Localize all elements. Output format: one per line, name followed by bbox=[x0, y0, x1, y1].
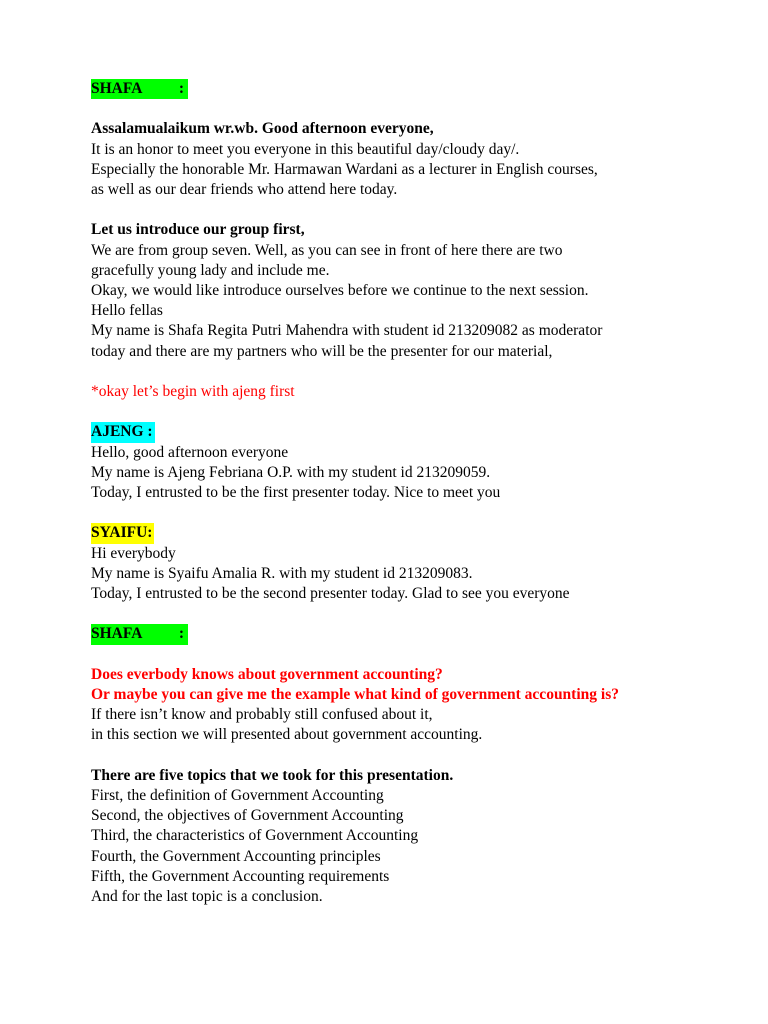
speaker-syaifu-label bbox=[91, 523, 691, 543]
paragraph-line: in this section we will presented about government accounting. bbox=[91, 726, 483, 744]
greeting-line: Assalamualaikum wr.wb. Good afternoon everyone, bbox=[91, 120, 434, 138]
paragraph-line: Okay, we would like introduce ourselves before we continue to the next session. bbox=[91, 282, 589, 299]
topic-item: Second, the objectives of Government Accounting bbox=[91, 807, 404, 825]
paragraph-line: Hello, good afternoon everyone bbox=[91, 443, 289, 461]
speaker-ajeng-label bbox=[91, 422, 691, 442]
topic-item: And for the last topic is a conclusion. bbox=[91, 888, 323, 905]
paragraph-line: If there isn’t know and probably still confused about it, bbox=[91, 706, 433, 724]
speaker-shafa-label bbox=[91, 79, 691, 99]
speaker-colon: : bbox=[178, 80, 184, 97]
paragraph-line: gracefully young lady and include me. bbox=[91, 261, 330, 279]
paragraph-line: Hello fellas bbox=[91, 302, 163, 320]
speaker-name: SYAIFU: bbox=[91, 523, 154, 543]
topic-item: First, the definition of Government Accounting bbox=[91, 786, 384, 804]
paragraph-line: It is an honor to meet you everyone in this beautiful day/cloudy day/. bbox=[91, 140, 520, 158]
document-page bbox=[91, 79, 691, 907]
speaker-name: SHAFA bbox=[91, 80, 143, 97]
topic-item: Fourth, the Government Accounting principles bbox=[91, 847, 381, 865]
topic-item: Third, the characteristics of Government Accounting bbox=[91, 827, 419, 845]
speaker-name: AJENG : bbox=[91, 422, 155, 442]
paragraph-line: today and there are my partners who will be the presenter for our material, bbox=[91, 342, 553, 360]
paragraph-line: My name is Syaifu Amalia R. with my student id 213209083. bbox=[91, 564, 473, 582]
paragraph-line: Hi everybody bbox=[91, 544, 176, 562]
speaker-name: SHAFA bbox=[91, 625, 143, 643]
paragraph-line: Today, I entrusted to be the second presenter today. Glad to see you everyone bbox=[91, 585, 570, 602]
paragraph-line: My name is Ajeng Febriana O.P. with my student id 213209059. bbox=[91, 463, 491, 481]
speaker-shafa-label bbox=[91, 624, 691, 644]
paragraph-line: as well as our dear friends who attend here today. bbox=[91, 181, 398, 198]
intro-heading: Let us introduce our group first, bbox=[91, 221, 305, 239]
paragraph-line: Especially the honorable Mr. Harmawan Wardani as a lecturer in English courses, bbox=[91, 160, 598, 178]
topics-heading: There are five topics that we took for this presentation. bbox=[91, 766, 454, 784]
stage-cue: *okay let’s begin with ajeng first bbox=[91, 383, 295, 400]
speaker-colon: : bbox=[178, 625, 184, 643]
topic-item: Fifth, the Government Accounting requirements bbox=[91, 867, 390, 885]
question-line: Or maybe you can give me the example what kind of government accounting is? bbox=[91, 685, 619, 703]
paragraph-line: We are from group seven. Well, as you can see in front of here there are two bbox=[91, 241, 563, 259]
paragraph-line: My name is Shafa Regita Putri Mahendra with student id 213209082 as moderator bbox=[91, 322, 603, 340]
question-line: Does everbody knows about government accounting? bbox=[91, 665, 443, 683]
paragraph-line: Today, I entrusted to be the first presenter today. Nice to meet you bbox=[91, 484, 501, 501]
